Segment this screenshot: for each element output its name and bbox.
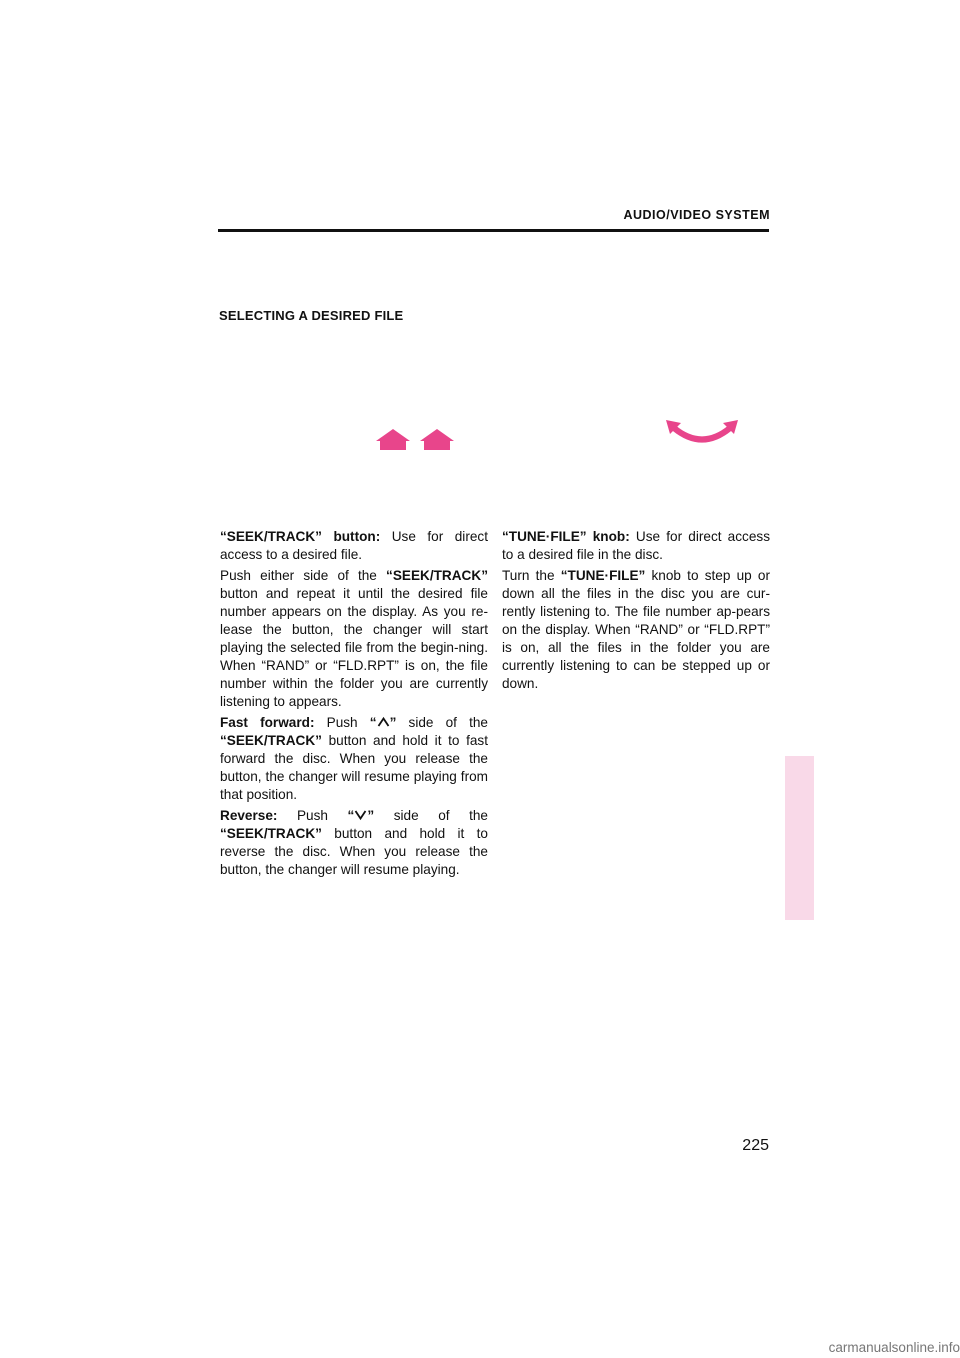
tune-file-description: “TUNE·FILE” knob: Use for direct access to a desired file in the disc. xyxy=(502,529,770,562)
reverse-term: Reverse: xyxy=(220,808,278,823)
chevron-up-icon xyxy=(377,716,390,728)
reverse-description: Reverse: Push “ ” side of the “SEEK/TRACK” button and hold it to reverse the disc. When you release the button, the changer will resume playing. xyxy=(220,808,488,877)
chevron-down-icon xyxy=(354,809,367,821)
section-thumb-tab xyxy=(785,756,814,920)
header-rule xyxy=(218,229,769,232)
up-arrow-right-icon xyxy=(420,429,454,450)
seek-track-description: “SEEK/TRACK” button: Use for direct access to a desired file. xyxy=(220,529,488,562)
left-column xyxy=(220,528,488,882)
up-arrow-left-icon xyxy=(376,429,410,450)
fast-forward-description: Fast forward: Push “ ” side of the “SEEK/TRACK” button and hold it to fast forward the disc. When you release the button, the changer will resume playing from that position. xyxy=(220,715,488,802)
curved-double-arrow-icon xyxy=(664,419,740,449)
up-arrows-icon xyxy=(376,428,456,454)
seek-track-term: “SEEK/TRACK” button: xyxy=(220,529,381,544)
right-column xyxy=(502,528,770,696)
tune-file-term: “TUNE·FILE” knob: xyxy=(502,529,630,544)
page-number: 225 xyxy=(742,1137,769,1154)
section-heading: SELECTING A DESIRED FILE xyxy=(219,308,404,323)
header-title: AUDIO/VIDEO SYSTEM xyxy=(623,208,770,222)
watermark: carmanualsonline.info xyxy=(828,1340,960,1355)
fast-forward-term: Fast forward: xyxy=(220,715,315,730)
tune-file-instructions: Turn the “TUNE·FILE” knob to step up or down all the files in the disc you are cur-rently listening to. The file number ap-pears on the display. When “RAND” or “FLD.RPT” is on, all the files in the folder you are currently listening to can be stepped up or down. xyxy=(502,568,770,691)
seek-track-instructions: Push either side of the “SEEK/TRACK” button and repeat it until the desired file number appears on the display. As you re-lease the button, the changer will start playing the selected file from the begin-ning. When “RAND” or “FLD.RPT” is on, the file number within the folder you are currently listening to appears. xyxy=(220,568,488,709)
